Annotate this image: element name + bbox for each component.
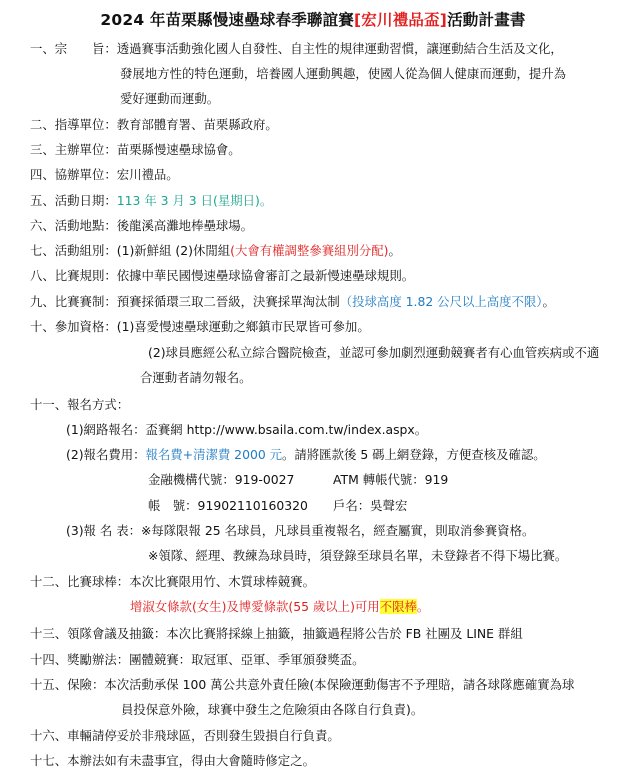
purpose-row [30,41,563,57]
purpose-text-2: 發展地方性的特色運動，培養國人運動興趣，使國人從為個人健康而運動，提升為 [120,66,567,81]
date-value: 113 年 3 月 3 日(星期日)。 [116,193,273,208]
groups-value: (1)新鮮組 (2)休閒組 [116,243,231,258]
groups-row [30,243,401,259]
awards-row [30,652,365,668]
purpose-text-3: 愛好運動而運動。 [120,91,220,106]
eligibility-item-1: (1)喜愛慢速壘球運動之鄉鎮市民眾皆可參加。 [116,319,370,334]
organizer-row [30,142,241,158]
draw-label: 十三、領隊會議及抽籤： [30,626,167,641]
roster-rule: (3)報 名 表：※每隊限報 25 名球員，凡球員重複報名，經查屬實，則取消參賽資格。 [66,523,535,538]
awards-label: 十四、獎勵辦法： [30,652,130,667]
rules-row [30,268,414,284]
date-label: 五、活動日期： [30,193,117,208]
insurance-row [30,677,574,693]
date-row [30,193,272,209]
bats-unlimited-highlight: 不限棒 [379,599,417,614]
fee-value: 報名費+清潔費 2000 元 [145,447,283,462]
format-value: 預賽採循環三取二晉級，決賽採單淘汰制 [116,294,340,309]
staff-note: ※領隊、經理、教練為球員時，須登錄至球員名單，未登錄者不得下場比賽。 [148,548,568,563]
purpose-text-1: 透過賽事活動強化國人自發性、自主性的規律運動習慣，讓運動結合生活及文化， [116,41,563,56]
insurance-label: 十五、保險： [30,677,105,692]
co-organizer-row [30,167,179,183]
organizer-value: 苗栗縣慢速壘球協會。 [116,142,241,157]
awards-value: 團體競賽：取冠軍、亞軍、季軍頒發獎盃。 [129,652,365,667]
groups-note: (大會有權調整參賽組別分配) [230,243,389,258]
account-number: 帳 號：91902110160320 [148,498,308,513]
draw-row [30,626,523,642]
bats-extra-row [130,599,429,615]
account-name: 戶名：吳聲宏 [333,498,408,513]
amendment-value: 本辦法如有未盡事宜，得由大會隨時修定之。 [67,753,315,768]
guidance-row [30,117,278,133]
title-suffix: 活動計畫書 [447,11,526,29]
registration-online-text: (1)網路報名：盃賽網 http://www.bsaila.com.tw/index.aspx。 [66,422,428,437]
atm-code: ATM 轉帳代號：919 [333,472,449,487]
rules-label: 八、比賽規則： [30,268,117,283]
venue-row [30,218,253,234]
co-organizer-label: 四、協辦單位： [30,167,117,182]
venue-value: 後龍溪高灘地棒壘球場。 [116,218,254,233]
format-note: （投球高度 1.82 公尺以上高度不限） [339,294,543,309]
eligibility-label: 十、參加資格： [30,319,117,334]
eligibility-item-2b: 合運動者請勿報名。 [140,370,252,385]
bats-end: 。 [416,599,430,614]
title-cup-name: [宏川禮品盃] [354,11,448,29]
parking-label: 十六、 [30,728,68,743]
eligibility-row [30,319,370,335]
parking-row [30,728,340,744]
bats-extra-clause: 增淑女條款(女生)及博愛條款(55 歲以上)可用 [130,599,380,614]
guidance-label: 二、指導單位： [30,117,117,132]
format-row [30,294,555,310]
registration-fee-row [66,447,546,463]
insurance-text-1: 本次活動承保 100 萬公共意外責任險(本保險運動傷害不予理賠，請各球隊應確實為球 [104,677,575,692]
registration-label: 十一、報名方式： [30,397,130,412]
fee-instructions: 。請將匯款後 5 碼上網登錄，方便查核及確認。 [282,447,546,462]
format-label: 九、比賽賽制： [30,294,117,309]
bats-row [30,574,315,590]
guidance-value: 教育部體育署、苗栗縣政府。 [116,117,278,132]
parking-value: 車輛請停妥於非飛球區，否則發生毀損自行負責。 [67,728,340,743]
format-end: 。 [542,294,555,309]
bats-label: 十二、比賽球棒： [30,574,130,589]
eligibility-item-2a: (2)球員應經公私立綜合醫院檢查，並認可參加劇烈運動競賽者有心血管疾病或不適 [148,345,600,360]
amendment-label: 十七、 [30,753,68,768]
bats-value: 本次比賽限用竹、木質球棒競賽。 [129,574,315,589]
co-organizer-value: 宏川禮品。 [116,167,179,182]
venue-label: 六、活動地點： [30,218,117,233]
bank-code: 金融機構代號：919-0027 [148,472,295,487]
document-title [0,8,626,30]
draw-value: 本次比賽將採線上抽籤，抽籤過程將公告於 FB 社團及 LINE 群組 [166,626,523,641]
insurance-text-2: 員投保意外險，球賽中發生之危險須由各隊自行負責)。 [121,702,424,717]
amendment-row [30,753,315,769]
groups-label: 七、活動組別： [30,243,117,258]
purpose-label: 一、宗 旨： [30,41,117,56]
rules-value: 依據中華民國慢速壘球協會審訂之最新慢速壘球規則。 [116,268,415,283]
registration-online [66,422,427,438]
title-main: 2024 年苗栗縣慢速壘球春季聯誼賽 [100,11,355,29]
fee-label: (2)報名費用： [66,447,146,462]
groups-end: 。 [388,243,401,258]
organizer-label: 三、主辦單位： [30,142,117,157]
